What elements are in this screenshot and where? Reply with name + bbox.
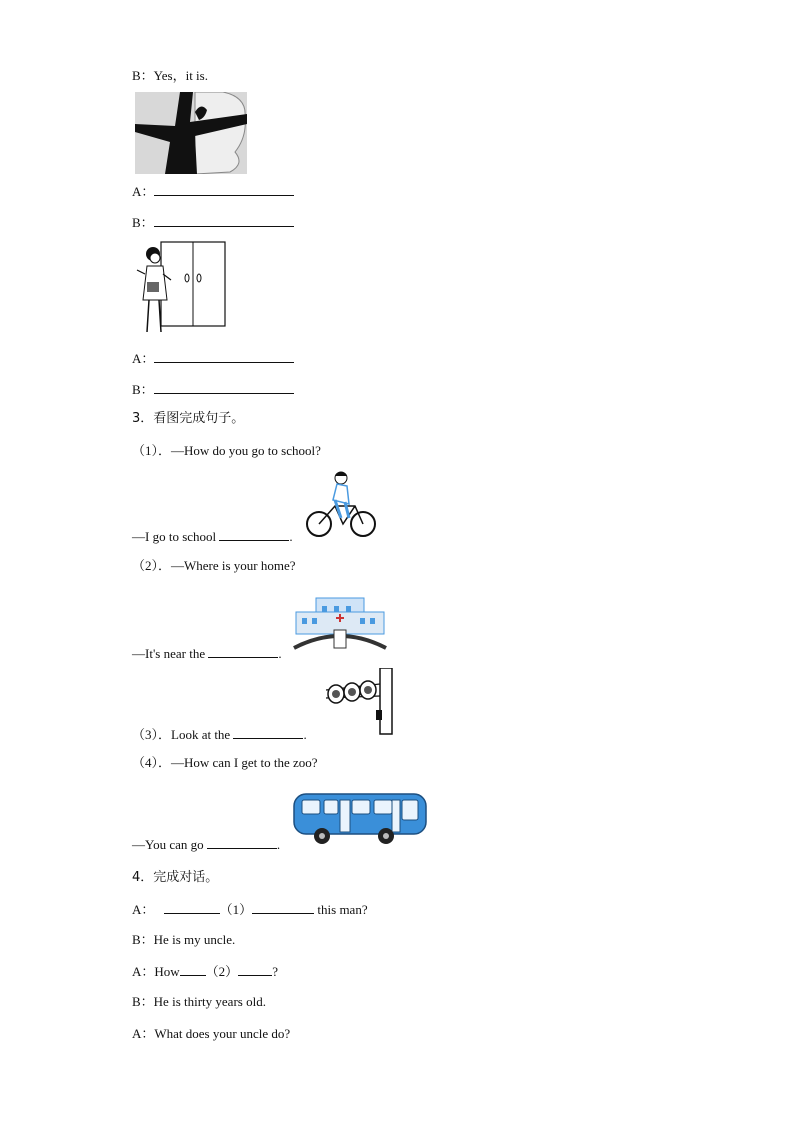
- answer-prefix: —It's near the: [132, 646, 206, 661]
- answer-line-b1: [132, 214, 294, 231]
- answer-line: B：Yes，it is.: [132, 68, 208, 83]
- blank[interactable]: [154, 214, 294, 227]
- bike-image: [305, 470, 379, 540]
- question-4-line-2: B：He is my uncle.: [132, 932, 236, 947]
- period: .: [278, 646, 282, 661]
- blank[interactable]: [207, 836, 277, 849]
- sentence-end: ?: [272, 964, 278, 979]
- speaker-label: B：: [132, 382, 154, 397]
- blank[interactable]: [233, 726, 303, 739]
- period: .: [303, 727, 307, 742]
- sentence-end: this man?: [317, 902, 368, 917]
- question-3-2-answer: [132, 645, 282, 662]
- traffic-lights-image: [322, 668, 398, 736]
- speaker-label: A：How: [132, 964, 180, 979]
- blank[interactable]: [219, 528, 289, 541]
- blank[interactable]: [154, 183, 294, 196]
- bus-image: [290, 790, 430, 846]
- period: .: [276, 837, 281, 852]
- question-3-1-prompt: （1）．—How do you go to school?: [132, 443, 321, 458]
- blank-number: （1）: [219, 902, 253, 917]
- blank-number: （2）: [205, 964, 239, 979]
- answer-line-a2: [132, 350, 294, 367]
- answer-prefix: —I go to school: [132, 529, 217, 544]
- speaker-label: A：: [132, 902, 155, 917]
- question-4-line-1: [132, 901, 368, 918]
- girl-wardrobe-image: [133, 240, 229, 338]
- question-3-title: 3．看图完成句子。: [132, 411, 245, 426]
- speaker-label: A：: [132, 184, 155, 199]
- question-4-line-5: A：What does your uncle do?: [132, 1026, 291, 1041]
- blank[interactable]: [154, 381, 294, 394]
- question-3-4-answer: [132, 836, 280, 853]
- blank-1a[interactable]: [164, 901, 220, 914]
- question-3-3-prompt: [132, 726, 307, 743]
- question-3-1-answer: [132, 528, 293, 545]
- answer-prefix: （3）．Look at the: [132, 727, 231, 742]
- blank-1b[interactable]: [252, 901, 314, 914]
- answer-prefix: —You can go: [132, 837, 204, 852]
- speaker-label: B：: [132, 215, 154, 230]
- question-4-line-3: [132, 963, 278, 980]
- blank-2a[interactable]: [180, 963, 206, 976]
- question-3-4-prompt: （4）．—How can I get to the zoo?: [132, 755, 318, 770]
- hospital-image: [290, 588, 390, 654]
- blank[interactable]: [154, 350, 294, 363]
- squirrel-tree-image: [135, 92, 247, 174]
- answer-line-a1: [132, 183, 294, 200]
- question-4-line-4: B：He is thirty years old.: [132, 994, 266, 1009]
- question-4-title: 4．完成对话。: [132, 870, 219, 885]
- blank[interactable]: [208, 645, 278, 658]
- speaker-label: A：: [132, 351, 155, 366]
- question-3-2-prompt: （2）．—Where is your home?: [132, 558, 296, 573]
- answer-line-b2: [132, 381, 294, 398]
- blank-2b[interactable]: [238, 963, 272, 976]
- period: .: [289, 529, 293, 544]
